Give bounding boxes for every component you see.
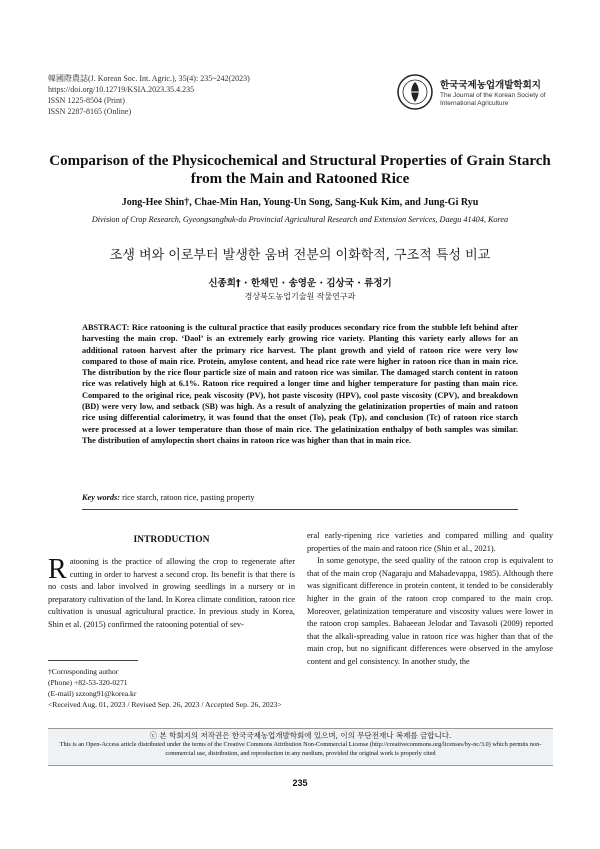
abstract-text: Rice ratooning is the cultural practice that easily produces secondary rice from the stubble left behind after harvesting the main crop. ‘Daol’ is an extremely early growing rice variety. Planting this variety early allows for an additional ratoon harvest after the primary rice harvest. The plant growth and yield of ratoon rice were very low compared to those of main rice. Protein, amylose content, and head rice rate were higher in ratoon rice than in main rice. The distribution by the rice flour particle size of main and ratoon rice was similar. The damaged starch content in ratoon rice was relatively high at 6.1%. Ratoon rice required a longer time and higher temperature for pasting than main rice. Compared to the original rice, peak viscosity (PV), hot paste viscosity (HPV), cool paste viscosity (CPV), and breakdown (BD) were very low, and setback (SB) was high. As a result of analyzing the gelatinization properties of main and ratoon rice using differential calorimetry, it was found that the onset (To), peak (Tp), and conclusion (Tc) of ratoon rice starch were processed at a lower temperature than those of main rice. The gelatinization enthalpy of both samples was similar. The distribution of amylopectin short chains in ratoon rice was higher than that in main rice. bbox=[82, 323, 518, 445]
society-logo bbox=[397, 74, 557, 114]
introduction-heading: INTRODUCTION bbox=[133, 535, 210, 545]
license-text: This is an Open-Access article distributed under the terms of the Creative Commons Attribution Non-Commercial License (http://creativecommons.org/licenses/by-nc/3.0) which permits non-commercial use, distribution, and reproduction in any medium, provided the original work is properly cited bbox=[59, 741, 542, 757]
drop-cap: R bbox=[48, 554, 67, 585]
author-list: Jong-Hee Shin†, Chae-Min Han, Young-Un Song, Sang-Kuk Kim, and Jung-Gi Ryu bbox=[121, 197, 479, 208]
intro-left-text: atooning is the practice of allowing the crop to regenerate after cutting in order to harvest a second crop. Its benefit is that there is no costs and labor involved in growing seedlings in a nursery or in preparatory cultivation of the land. In Korea climate condition, ratoon rice cultivation is unusual agricultural practice. In previous study in Korea, Shin et al. (2015) confirmed the ratooning potential of sev- bbox=[48, 557, 295, 629]
keywords-text: rice starch, ratoon rice, pasting property bbox=[122, 493, 255, 502]
license-box bbox=[48, 728, 553, 766]
copyright-notice: ⓒ 본 학회지의 저작권은 한국국제농업개발학회에 있으며, 이의 무단전재나 복제를 금합니다. bbox=[149, 731, 452, 740]
society-seal-icon bbox=[397, 74, 433, 110]
footnote-divider bbox=[48, 660, 138, 661]
corresponding-phone: (Phone) +82-53-320-0271 bbox=[48, 678, 128, 687]
intro-left-column bbox=[48, 556, 295, 632]
society-name-korean: 한국국제농업개발학회지 bbox=[440, 80, 541, 91]
korean-author-list: 신종희† · 한채민 · 송영운 · 김상국 · 류정기 bbox=[208, 278, 392, 289]
page-number: 235 bbox=[292, 778, 308, 788]
submission-dates: <Received Aug. 01, 2023 / Revised Sep. 26, 2023 / Accepted Sep. 26, 2023> bbox=[48, 700, 282, 709]
keywords bbox=[82, 493, 518, 502]
issn-online: ISSN 2287-8165 (Online) bbox=[48, 107, 132, 116]
society-name-english: The Journal of the Korean Society of International Agriculture bbox=[440, 92, 546, 107]
intro-right-paragraph-1: eral early-ripening rice varieties and compared milling and quality properties of the main and ratoon rice (Shin et al., 2021). bbox=[307, 531, 553, 553]
footnote bbox=[48, 666, 308, 710]
intro-right-paragraph-2: In some genotype, the seed quality of the ratoon crop is equivalent to that of the main crop (Nagaraju and Mahadevappa, 1985). Although there was significant difference in protein content, it tended to be considerably higher in the grain of the ratoon crop compared to the main crop. Moreover, gelatinization temperature and viscosity values were lower in the ratoon crop samples. Babaeean Jelodar and Tavasoli (2009) reported that the alkali-spreading value in ratoon rice was higher than that of the main crop, but no significant differences were observed in the amylose content and gel consistency. In another study, the bbox=[307, 556, 553, 666]
doi-link[interactable]: https://doi.org/10.12719/KSIA.2023.35.4.235 bbox=[48, 85, 195, 94]
section-divider bbox=[82, 509, 518, 510]
journal-citation: 韓國際農誌(J. Korean Soc. Int. Agric.), 35(4): 235~242(2023) bbox=[48, 74, 250, 83]
abstract bbox=[82, 322, 518, 446]
intro-right-column bbox=[307, 530, 553, 669]
korean-title: 조생 벼와 이로부터 발생한 움벼 전분의 이화학적, 구조적 특성 비교 bbox=[109, 248, 491, 263]
issn-print: ISSN 1225-8504 (Print) bbox=[48, 96, 125, 105]
corresponding-author-label: †Corresponding author bbox=[48, 667, 119, 676]
corresponding-email[interactable]: (E-mail) szzong91@korea.kr bbox=[48, 689, 137, 698]
korean-affiliation: 경상북도농업기술원 작물연구과 bbox=[244, 292, 356, 301]
affiliation: Division of Crop Research, Gyeongsangbuk-do Provincial Agricultural Research and Extension Services, Daegu 41404, Korea bbox=[91, 215, 509, 224]
abstract-label: ABSTRACT: bbox=[82, 323, 130, 332]
journal-header bbox=[48, 73, 250, 117]
paper-title: Comparison of the Physicochemical and Structural Properties of Grain Starch from the Main and Ratooned Rice bbox=[49, 153, 551, 187]
keywords-label: Key words: bbox=[82, 493, 121, 502]
